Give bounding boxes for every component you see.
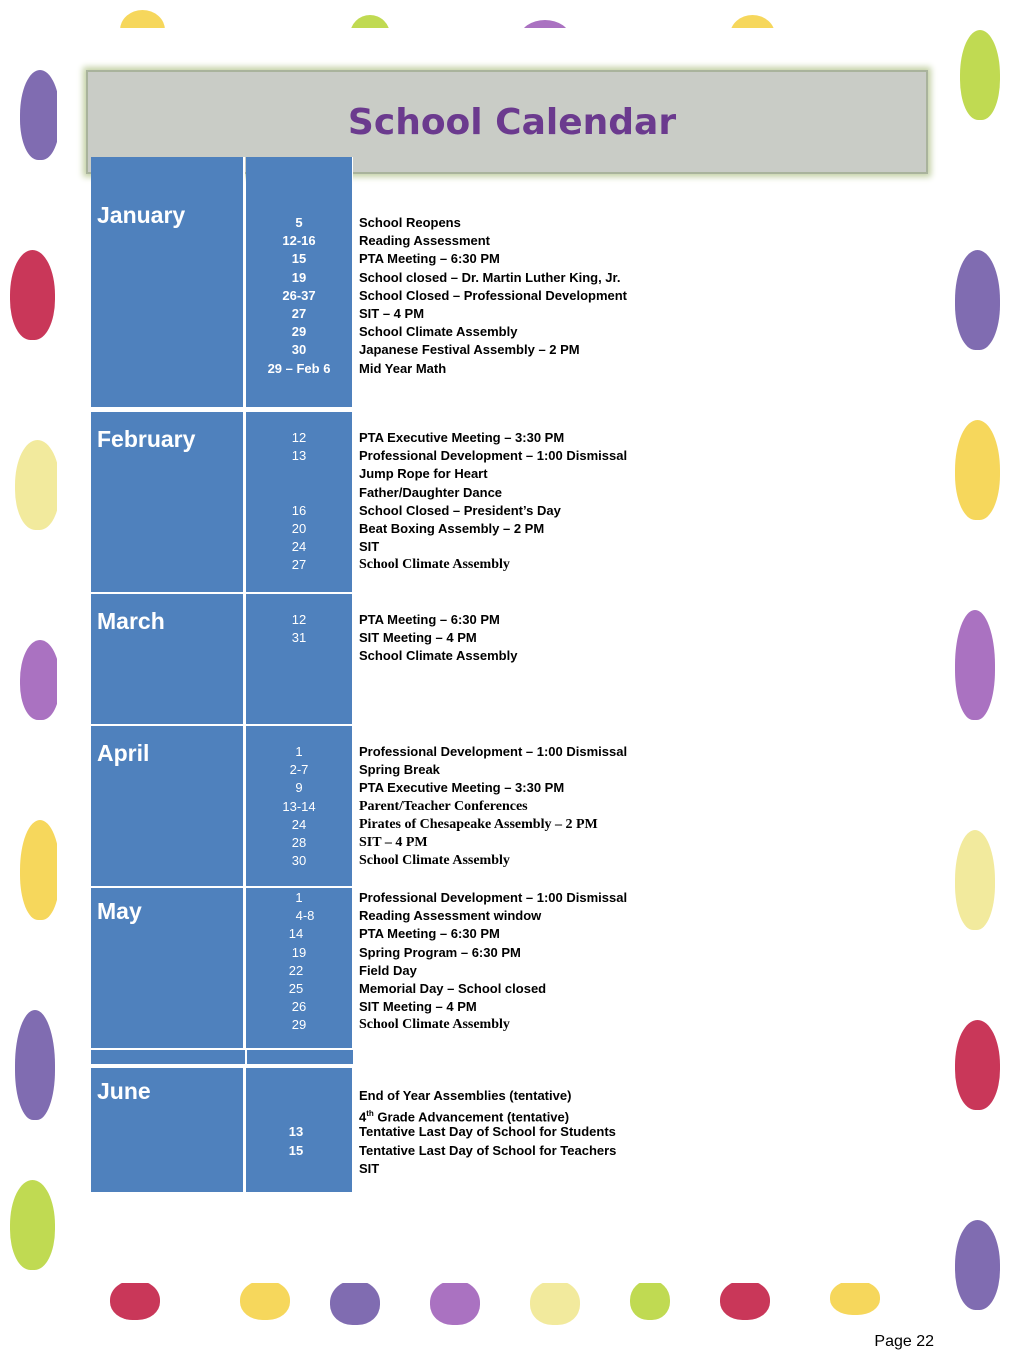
event-description: School Closed – Professional Development xyxy=(359,287,628,303)
event-description: PTA Executive Meeting – 3:30 PM xyxy=(359,430,565,445)
event-day: 27 xyxy=(291,557,307,573)
event-description: Tentative Last Day of School for Students xyxy=(359,1124,616,1140)
month-cell-february xyxy=(91,412,245,592)
event-description: School Reopens xyxy=(359,215,461,230)
event-description: School Climate Assembly xyxy=(359,557,510,573)
month-label: January xyxy=(97,202,186,228)
event-day: 25 xyxy=(288,981,304,996)
event-description: SIT Meeting – 4 PM xyxy=(359,630,477,646)
event-day: 28 xyxy=(291,835,307,850)
event-day: 12 xyxy=(291,612,307,627)
event-day: 29 xyxy=(291,1017,307,1033)
event-description: PTA Meeting – 6:30 PM xyxy=(359,926,500,942)
event-day: 9 xyxy=(295,780,303,796)
event-description: Field Day xyxy=(359,962,417,978)
event-description: PTA Executive Meeting – 3:30 PM xyxy=(359,780,565,796)
event-description: Professional Development – 1:00 Dismissal xyxy=(359,744,628,759)
event-day: 30 xyxy=(291,342,307,358)
month-cell-may xyxy=(91,888,245,1048)
event-description: Jump Rope for Heart xyxy=(359,466,488,482)
event-description: Pirates of Chesapeake Assembly – 2 PM xyxy=(359,816,598,832)
event-description: Tentative Last Day of School for Teachers xyxy=(359,1142,617,1158)
month-label: April xyxy=(97,740,150,766)
event-day: 14 xyxy=(288,926,304,942)
event-day: 27 xyxy=(291,306,307,321)
month-label: June xyxy=(97,1078,151,1104)
event-day: 15 xyxy=(288,1142,304,1158)
event-day: 4-8 xyxy=(295,908,315,924)
event-day: 31 xyxy=(291,630,307,646)
event-day: 13 xyxy=(288,1124,304,1140)
event-day: 13-14 xyxy=(282,798,316,814)
event-day: 29 xyxy=(291,324,307,340)
event-description: PTA Meeting – 6:30 PM xyxy=(359,612,500,627)
month-label: March xyxy=(97,608,165,634)
event-description: Parent/Teacher Conferences xyxy=(359,798,528,814)
event-description: Beat Boxing Assembly – 2 PM xyxy=(359,521,545,536)
month-cell-june xyxy=(91,1068,245,1192)
event-day: 1 xyxy=(295,890,303,905)
event-day: 24 xyxy=(291,539,307,555)
event-day: 1 xyxy=(295,744,303,759)
event-day: 24 xyxy=(291,816,307,832)
event-description: 4th Grade Advancement (tentative) xyxy=(359,1109,570,1125)
spacer-row xyxy=(91,1050,353,1064)
event-day: 16 xyxy=(291,502,307,518)
event-day: 15 xyxy=(291,251,307,267)
event-description: Mid Year Math xyxy=(359,360,447,376)
month-cell-january xyxy=(91,157,245,407)
event-day: 30 xyxy=(291,853,307,869)
event-description: Spring Program – 6:30 PM xyxy=(359,944,521,960)
event-description: School Climate Assembly xyxy=(359,853,510,869)
event-description: Reading Assessment window xyxy=(359,908,542,924)
event-description: SIT – 4 PM xyxy=(359,306,425,321)
event-day: 29 – Feb 6 xyxy=(267,360,331,376)
event-description: End of Year Assemblies (tentative) xyxy=(359,1088,572,1103)
event-description: Memorial Day – School closed xyxy=(359,981,547,996)
event-description: Spring Break xyxy=(359,762,440,778)
month-cell-april xyxy=(91,726,245,886)
event-description: School Climate Assembly xyxy=(359,324,518,340)
page-title: School Calendar xyxy=(347,102,677,143)
month-label: February xyxy=(97,426,196,452)
event-description: Father/Daughter Dance xyxy=(359,484,503,500)
event-description: SIT Meeting – 4 PM xyxy=(359,999,477,1015)
event-description: Professional Development – 1:00 Dismissal xyxy=(359,890,628,905)
event-day: 12-16 xyxy=(282,233,316,249)
event-description: Japanese Festival Assembly – 2 PM xyxy=(359,342,580,358)
event-description: Reading Assessment xyxy=(359,233,491,249)
event-description: School Climate Assembly xyxy=(359,648,518,664)
event-day: 20 xyxy=(291,521,307,536)
event-description: SIT xyxy=(359,1160,380,1176)
event-day: 19 xyxy=(291,944,307,960)
event-description: School closed – Dr. Martin Luther King, Jr. xyxy=(359,269,621,285)
event-day: 26 xyxy=(291,999,307,1015)
event-description: SIT xyxy=(359,539,380,555)
event-description: SIT – 4 PM xyxy=(359,835,428,850)
event-day: 13 xyxy=(291,448,307,464)
event-day: 5 xyxy=(295,215,303,230)
month-cell-march xyxy=(91,594,245,724)
event-day: 2-7 xyxy=(289,762,309,778)
event-day: 12 xyxy=(291,430,307,445)
event-day: 19 xyxy=(291,269,307,285)
event-description: School Climate Assembly xyxy=(359,1017,510,1033)
event-description: PTA Meeting – 6:30 PM xyxy=(359,251,500,267)
page-number: Page 22 xyxy=(874,1333,934,1350)
event-description: School Closed – President’s Day xyxy=(359,502,561,518)
event-description: Professional Development – 1:00 Dismissal xyxy=(359,448,628,464)
month-label: May xyxy=(97,898,142,924)
event-day: 22 xyxy=(288,962,304,978)
event-day: 26-37 xyxy=(282,287,316,303)
